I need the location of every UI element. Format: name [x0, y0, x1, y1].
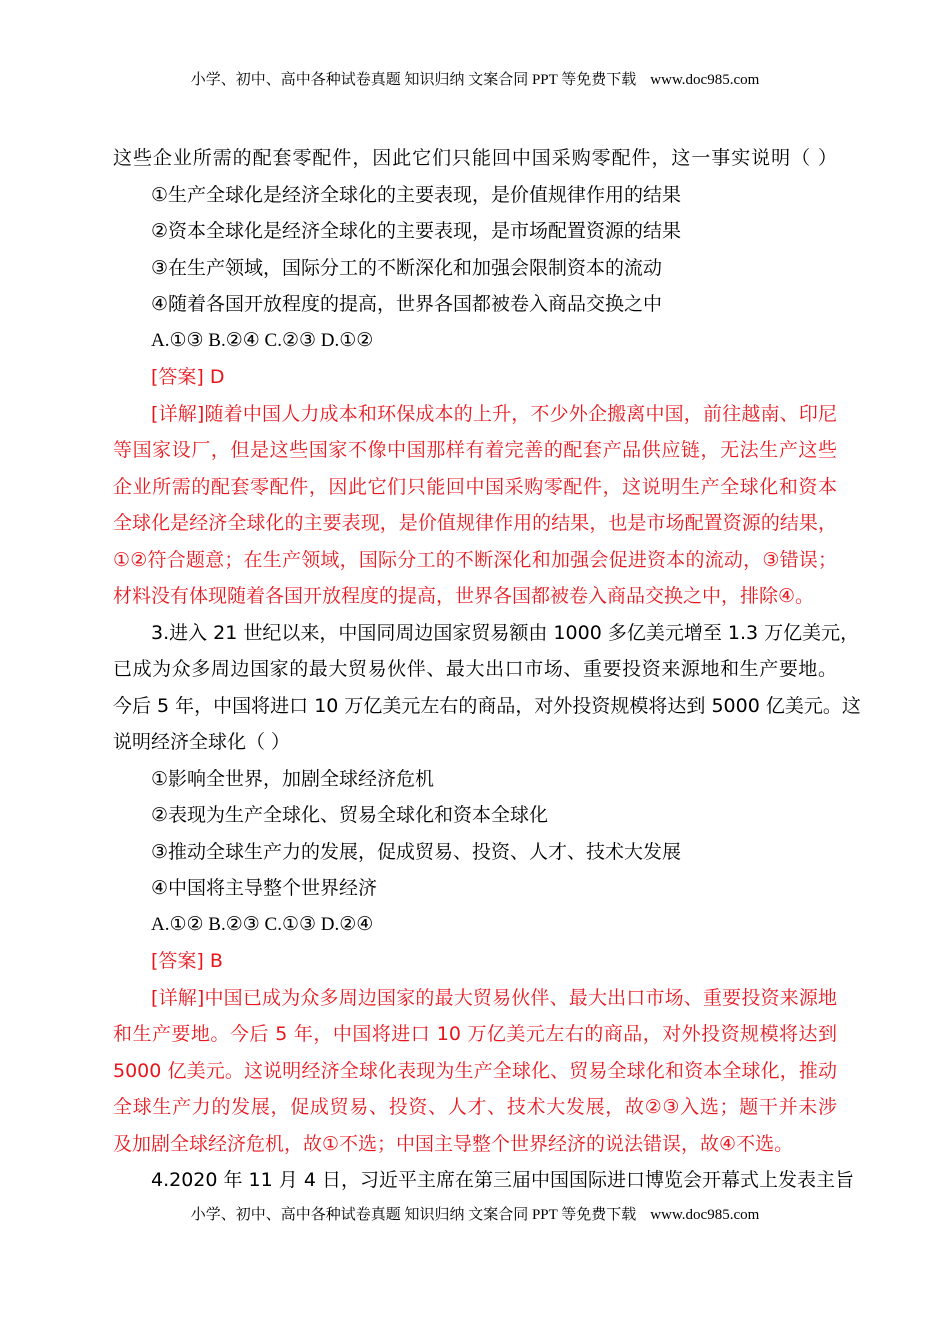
header-text: 小学、初中、高中各种试卷真题 知识归纳 文案合同 PPT 等免费下载	[190, 72, 637, 88]
explanation-line: ①②符合题意；在生产领域，国际分工的不断深化和加强会促进资本的流动，③错误；	[113, 548, 837, 571]
question-stem-line: 3.进入 21 世纪以来，中国同周边国家贸易额由 1000 多亿美元增至 1.3 万亿美元，	[151, 621, 860, 644]
footer-url: www.doc985.com	[650, 1207, 760, 1223]
option-statement: ③推动全球生产力的发展，促成贸易、投资、人才、技术大发展	[151, 840, 682, 863]
option-statement: ①生产全球化是经济全球化的主要表现，是价值规律作用的结果	[151, 183, 682, 206]
document-body	[113, 140, 861, 1199]
explanation-line: 全球化是经济全球化的主要表现，是价值规律作用的结果，也是市场配置资源的结果，	[113, 512, 837, 534]
option-statement: ①影响全世界，加剧全球经济危机	[151, 767, 435, 790]
explanation-line: 5000 亿美元。这说明经济全球化表现为生产全球化、贸易全球化和资本全球化，推动	[113, 1059, 837, 1082]
question-stem-line: 说明经济全球化（ ）	[113, 731, 291, 753]
explanation-line: 材料没有体现随着各国开放程度的提高，世界各国都被卷入商品交换之中，排除④。	[113, 585, 815, 607]
option-statement: ④中国将主导整个世界经济	[151, 877, 378, 899]
page-footer	[0, 1203, 950, 1224]
option-statement: ③在生产领域，国际分工的不断深化和加强会限制资本的流动	[151, 256, 663, 279]
page-header	[0, 68, 950, 89]
question-stem-line: 已成为众多周边国家的最大贸易伙伴、最大出口市场、重要投资来源地和生产要地。	[113, 658, 837, 680]
option-statement: ④随着各国开放程度的提高，世界各国都被卷入商品交换之中	[151, 293, 663, 315]
answer-label: [答案] B	[151, 950, 223, 972]
explanation-line: 企业所需的配套零配件，因此它们只能回中国采购零配件，这说明生产全球化和资本	[113, 475, 837, 498]
footer-text: 小学、初中、高中各种试卷真题 知识归纳 文案合同 PPT 等免费下载	[190, 1207, 637, 1223]
question-stem-line: 这些企业所需的配套零配件，因此它们只能回中国采购零配件，这一事实说明（ ）	[113, 147, 837, 169]
explanation-line: 和生产要地。今后 5 年，中国将进口 10 万亿美元左右的商品，对外投资规模将达到	[113, 1023, 837, 1045]
question-stem-line: 4.2020 年 11 月 4 日，习近平主席在第三届中国国际进口博览会开幕式上发表主旨	[151, 1169, 854, 1191]
question-stem-line: 今后 5 年，中国将进口 10 万亿美元左右的商品，对外投资规模将达到 5000 亿美元。这	[113, 694, 861, 717]
explanation-line: 及加剧全球经济危机，故①不选；中国主导整个世界经济的说法错误，故④不选。	[113, 1132, 794, 1155]
answer-choices: A.①③ B.②④ C.②③ D.①②	[151, 329, 374, 351]
explanation-line: [详解]中国已成为众多周边国家的最大贸易伙伴、最大出口市场、重要投资来源地	[151, 986, 837, 1009]
header-url: www.doc985.com	[650, 72, 760, 88]
explanation-line: [详解]随着中国人力成本和环保成本的上升，不少外企搬离中国，前往越南、印尼	[151, 402, 837, 425]
option-statement: ②资本全球化是经济全球化的主要表现，是市场配置资源的结果	[151, 220, 682, 242]
explanation-line: 全球生产力的发展，促成贸易、投资、人才、技术大发展，故②③入选；题干并未涉	[113, 1096, 837, 1118]
option-statement: ②表现为生产全球化、贸易全球化和资本全球化	[151, 804, 549, 826]
answer-label: [答案] D	[151, 366, 225, 388]
answer-choices: A.①② B.②③ C.①③ D.②④	[151, 913, 374, 935]
explanation-line: 等国家设厂，但是这些国家不像中国那样有着完善的配套产品供应链，无法生产这些	[113, 439, 837, 461]
